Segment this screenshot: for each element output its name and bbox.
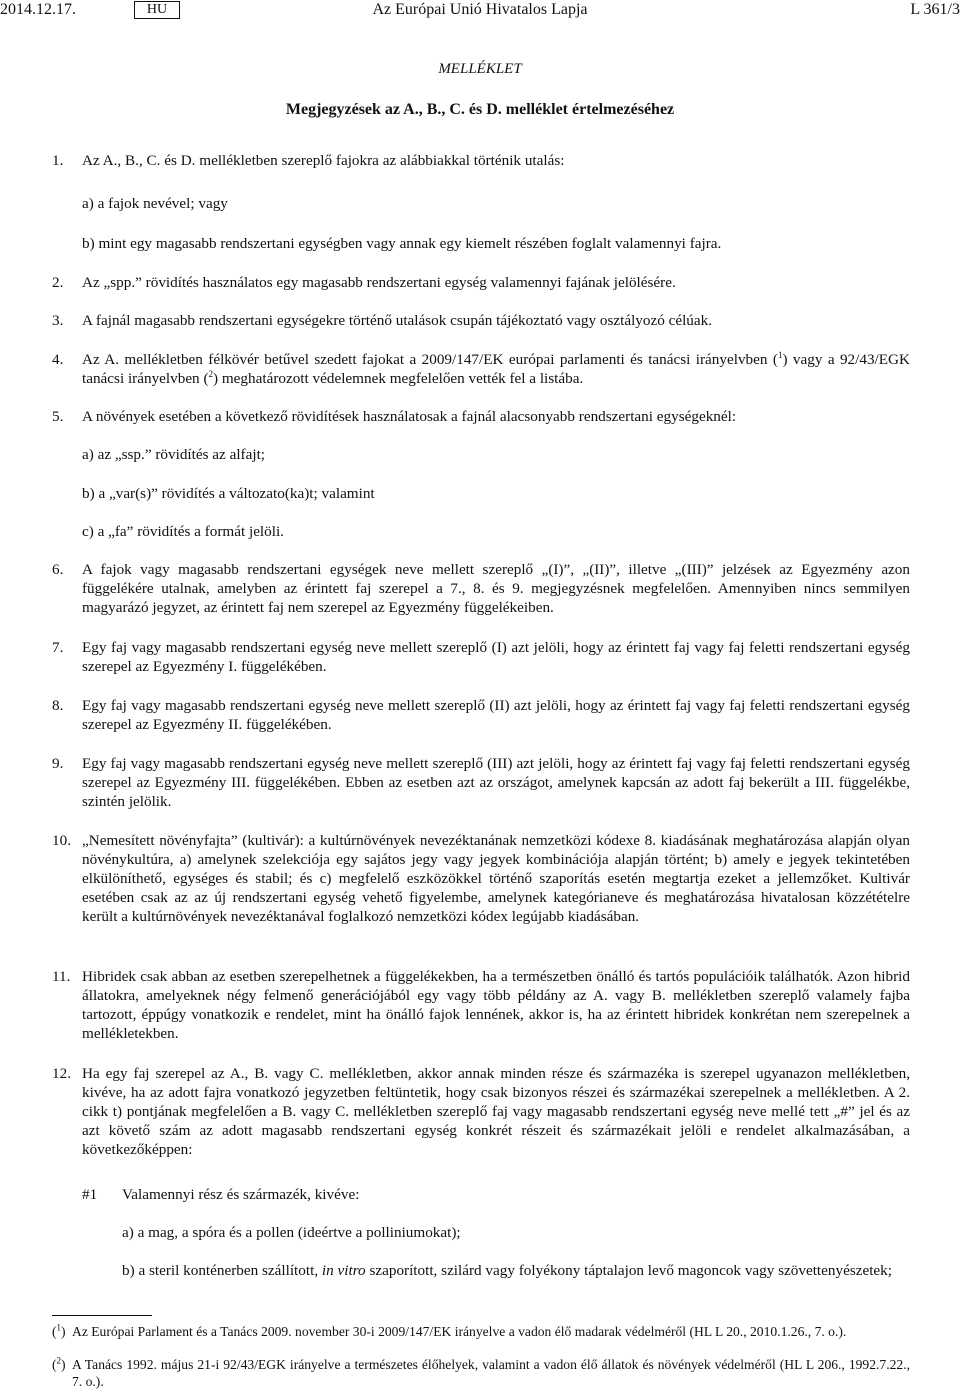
item-1a <box>82 194 910 213</box>
hash-1 <box>82 1185 910 1204</box>
hash-1b <box>122 1261 910 1280</box>
footnote-ref: 2 <box>208 368 214 379</box>
item-text: a) a fajok nevével; vagy <box>82 195 228 212</box>
item-number: 8. <box>52 697 64 714</box>
item-number: 3. <box>52 312 64 329</box>
item-number: 6. <box>52 561 64 578</box>
item-5c <box>82 522 910 541</box>
header-date: 2014.12.17. <box>0 1 76 18</box>
item-number: 4. <box>52 351 64 368</box>
item-text: Egy faj vagy magasabb rendszertani egység neve mellett szereplő (II) azt jelöli, hogy az érintett faj vagy faj feletti rendszertani egység szerepel az Egyezmény II. függelékében. <box>82 697 910 733</box>
item-6 <box>52 560 910 617</box>
item-number: 2. <box>52 274 64 291</box>
item-text: A növények esetében a következő rövidítések használatosak a fajnál alacsonyabb rendszertani egységeknél: <box>82 408 737 425</box>
item-text: Az A., B., C. és D. mellékletben szereplő fajokra az alábbiakkal történik utalás: <box>82 152 565 169</box>
item-12 <box>52 1064 910 1159</box>
item-text: a) az „ssp.” rövidítés az alfajt; <box>82 446 266 463</box>
item-1 <box>52 151 910 170</box>
item-number: 1. <box>52 152 64 169</box>
item-text: Az A. mellékletben félkövér betűvel szedett fajokat a 2009/147/EK európai parlamenti és tanácsi irányelvben ($^1$) vagy a 92/43/EGK tanácsi irányelvben ($^2$) meghatározott védelemnek megfelelően vették fel a listába. <box>82 349 910 387</box>
item-8 <box>52 696 910 734</box>
item-number: 12. <box>52 1065 71 1082</box>
page-header <box>0 0 960 22</box>
annex-label: MELLÉKLET <box>438 61 522 77</box>
item-number: 7. <box>52 639 64 656</box>
item-text: Ha egy faj szerepel az A., B. vagy C. mellékletben, akkor annak minden része és származéka is szerepel ugyanazon mellékletben, kivéve, ha az adott fajra vonatkozó jegyzetben feltüntetik, hogy csak bizonyos részei és származékai szerepelnek a mellékletben. A 2. cikk t) pontjának megfelelően a B. vagy C. mellékletben szereplő faj vagy magasabb rendszertani egység neve mellé tett „#” jel és az azt követő szám az adott magasabb rendszertani egység konkrét részeit és származékait jelöli e rendelet alkalmazásában, a következőképpen: <box>82 1065 910 1158</box>
item-9 <box>52 754 910 811</box>
item-5 <box>52 407 910 426</box>
item-3 <box>52 311 910 330</box>
item-2 <box>52 273 910 292</box>
language-badge: HU <box>134 1 180 19</box>
item-number: 10. <box>52 832 71 849</box>
item-4 <box>52 350 910 388</box>
item-5b <box>82 484 910 503</box>
hash-number: #1 <box>82 1186 98 1203</box>
footnote-text: Az Európai Parlament és a Tanács 2009. november 30-i 2009/147/EK irányelve a vadon élő madarak védelméről (HL L 20., 2010.1.26., 7. o.). <box>72 1324 847 1339</box>
item-number: 5. <box>52 408 64 425</box>
item-number: 11. <box>52 968 71 985</box>
item-text: c) a „fa” rövidítés a formát jelöli. <box>82 523 284 540</box>
page-number: L 361/3 <box>910 1 960 18</box>
item-1b <box>82 234 910 253</box>
footnote-ref: 1 <box>777 349 783 360</box>
item-text: „Nemesített növényfajta” (kultivár): a kultúrnövények nevezéktanának nemzetközi kódexe 8. kiadásának meghatározása alapján olyan növénykultúra, a) amelynek szelekciója egy sajátos jegy vagy jegyek kombinációja alapján történt; b) amely e jegyek tekintetében elkülöníthető, egységes és stabil; és c) megfelelő eszközökkel történő szaporítás esetén megtartja ezeket a jellemzőket. Kultivár esetében csak az az új rendszertani egység vehető figyelembe, amelynek kategórianeve és meghatározása hivatalosan közzétételre került a kultúrnövények nevezéktanával foglalkozó nemzetközi kódex legújabb kiadásában. <box>82 832 910 925</box>
item-text: b) mint egy magasabb rendszertani egységben vagy annak egy kiemelt részében foglalt valamennyi fajra. <box>82 235 722 252</box>
item-text: a) a mag, a spóra és a pollen (ideértve a polliniumokat); <box>122 1224 461 1241</box>
item-number: 9. <box>52 755 64 772</box>
item-text: Egy faj vagy magasabb rendszertani egység neve mellett szereplő (III) azt jelöli, hogy az érintett faj vagy faj feletti rendszertani egység szerepel az Egyezmény III. függelékében. Ebben az esetben azt az országot, amelynek kapcsán az adott faj bekerült a III. függelékbe, szintén jelölik. <box>82 755 910 810</box>
item-10 <box>52 831 910 926</box>
item-text: Az „spp.” rövidítés használatos egy magasabb rendszertani egység valamennyi fajának jelölésére. <box>82 274 676 291</box>
item-7 <box>52 638 910 676</box>
item-text: A fajok vagy magasabb rendszertani egységek neve mellett szereplő „(I)”, „(II)”, illetve „(III)” jelzések az Egyezmény azon függelékére utalnak, amelyben az érintett faj szerepel a 7., 8. és 9. megjegyzésnek megfelelően. Amennyiben nincs semmilyen magyarázó jegyzet, az érintett faj nem szerepel az Egyezmény függelékeiben. <box>82 561 910 616</box>
item-text: b) a „var(s)” rövidítés a változato(ka)t; valamint <box>82 485 375 502</box>
footnote-text: A Tanács 1992. május 21-i 92/43/EGK irányelve a természetes élőhelyek, valamint a vadon élő állatok és növények védelméről (HL L 206., 1992.7.22., 7. o.). <box>72 1357 910 1389</box>
footnote-2 <box>52 1356 910 1390</box>
footnote-number: ($^1$) <box>52 1322 66 1339</box>
journal-title: Az Európai Unió Hivatalos Lapja <box>372 1 588 18</box>
hash-text: Valamennyi rész és származék, kivéve: <box>122 1186 360 1203</box>
footnote-divider <box>52 1315 152 1316</box>
footnote-1 <box>52 1323 910 1340</box>
annex-title: Megjegyzések az A., B., C. és D. melléklet értelmezéséhez <box>285 101 675 118</box>
item-text: b) a steril konténerben szállított, in vitro szaporított, szilárd vagy folyékony táptalajon levő magoncok vagy szövettenyészetek; <box>122 1262 892 1279</box>
item-11 <box>52 967 910 1043</box>
hash-1a <box>122 1223 910 1242</box>
item-5a <box>82 445 910 464</box>
item-text: Hibridek csak abban az esetben szerepelhetnek a függelékekben, ha a természetben önálló és tartós populációik találhatók. Azon hibrid állatokra, amelyeknek négy felmenő generációjából egy vagy több példány az A. vagy B. mellékletben szereplő valamely fajba tartozott, éppúgy vonatkozik e rendelet, mint ha önálló fajok lennének, akkor is, ha az érintett hibridek konkrétan nem szerepelnek a mellékletekben. <box>82 968 910 1042</box>
item-text: Egy faj vagy magasabb rendszertani egység neve mellett szereplő (I) azt jelöli, hogy az érintett faj vagy faj feletti rendszertani egység szerepel az Egyezmény I. függelékében. <box>82 639 910 675</box>
item-text: A fajnál magasabb rendszertani egységekre történő utalások csupán tájékoztató vagy osztályozó célúak. <box>82 312 713 329</box>
footnote-number: ($^2$) <box>52 1355 66 1372</box>
